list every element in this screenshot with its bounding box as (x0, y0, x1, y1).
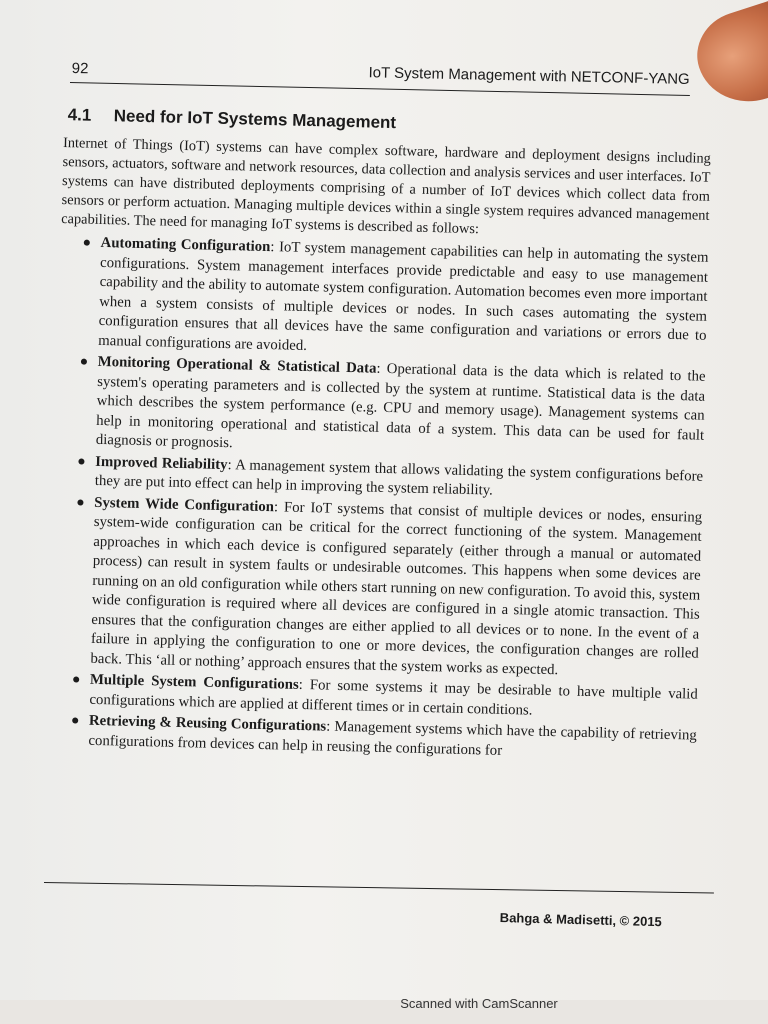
intro-paragraph: Internet of Things (IoT) systems can have complex software, hardware and deployment designs including sensors, actuators, software and network resources, data collection and analysis services and user interfaces. IoT systems can have distributed deployments comprising of a number of IoT devices which collect data from sensors or perform actuation. Managing multiple devices within a single system requires advanced management capabilities. The need for managing IoT systems is described as follows: (60, 134, 712, 238)
footer-credit: Bahga & Madisetti, © 2015 (499, 910, 662, 930)
bullet-text: : For some systems it may be desirable to have multiple valid configurations which are applied at different times or in certain conditions. (89, 676, 698, 719)
bullet-dot-icon: ● (77, 453, 86, 470)
bullet-term: Improved Reliability (95, 453, 228, 473)
bullet-text: : For IoT systems that consist of multiple devices or nodes, ensuring system-wide configuration can be critical for the correct functioning of the system. Management approaches in which each device is configured separately (either through a manual or automated process) can result in system faults or undesirable outcomes. This happens when some devices are running on an old configuration while others start running on new configuration. To avoid this, system wide configuration is required where all devices are configured in a single atomic transaction. This ensures that the configuration changes are either applied to all devices or to none. In the event of a failure in applying the configuration to one or more devices, the configuration changes are rolled back. This ‘all or nothing’ approach ensures that the system works as expected. (90, 498, 703, 678)
section-number: 4.1 (67, 105, 92, 125)
bullet-item (50, 492, 702, 683)
page-body (48, 104, 712, 768)
page-number: 92 (71, 59, 89, 78)
bullet-item (58, 233, 709, 366)
watermark-text: Scanned with CamScanner (400, 996, 558, 1011)
bullet-dot-icon: ● (82, 235, 92, 251)
running-title: IoT System Management with NETCONF-YANG (368, 64, 690, 88)
bullet-term: Retrieving & Reusing Configurations (88, 712, 327, 735)
bullet-dot-icon: ● (79, 354, 89, 370)
bullet-text: : IoT system management capabilities can help in automating the system configurations. System management interfaces provide predictable and easy to use management capability and the ability to automate system configuration. Automation becomes even more important when a system consists of multiple devices or nodes. In such cases automating the system configuration ensures that all devices have the same configuration and variations or errors due to manual configurations are avoided. (98, 239, 709, 354)
bullet-dot-icon: ● (70, 713, 80, 729)
bullet-dot-icon: ● (71, 672, 81, 688)
bullet-term: System Wide Configuration (94, 494, 275, 515)
bullet-term: Automating Configuration (100, 234, 271, 256)
bullet-term: Multiple System Configurations (89, 671, 299, 693)
scanner-watermark (0, 996, 768, 1011)
bullet-text: : Operational data is the data which is related to the system's operating parameters and is collected by the system at runtime. Statistical data is the data which describes the system performance (e.g. CPU and memory usage). Management systems can help in monitoring operational and statistical data of a system. This data can be used for fault diagnosis or prognosis. (95, 360, 706, 452)
bullet-term: Monitoring Operational & Statistical Data (97, 353, 377, 377)
bullet-text: : A management system that allows validating the system configurations before they are put into effect can help in improving the system reliability. (94, 456, 704, 499)
section-title: Need for IoT Systems Management (113, 106, 397, 133)
bullet-text: : Management systems which have the capability of retrieving configurations from devices can help in reusing the configurations for (88, 718, 697, 759)
bullet-item (56, 352, 706, 465)
bullet-dot-icon: ● (76, 494, 85, 511)
bullet-list (48, 233, 708, 766)
